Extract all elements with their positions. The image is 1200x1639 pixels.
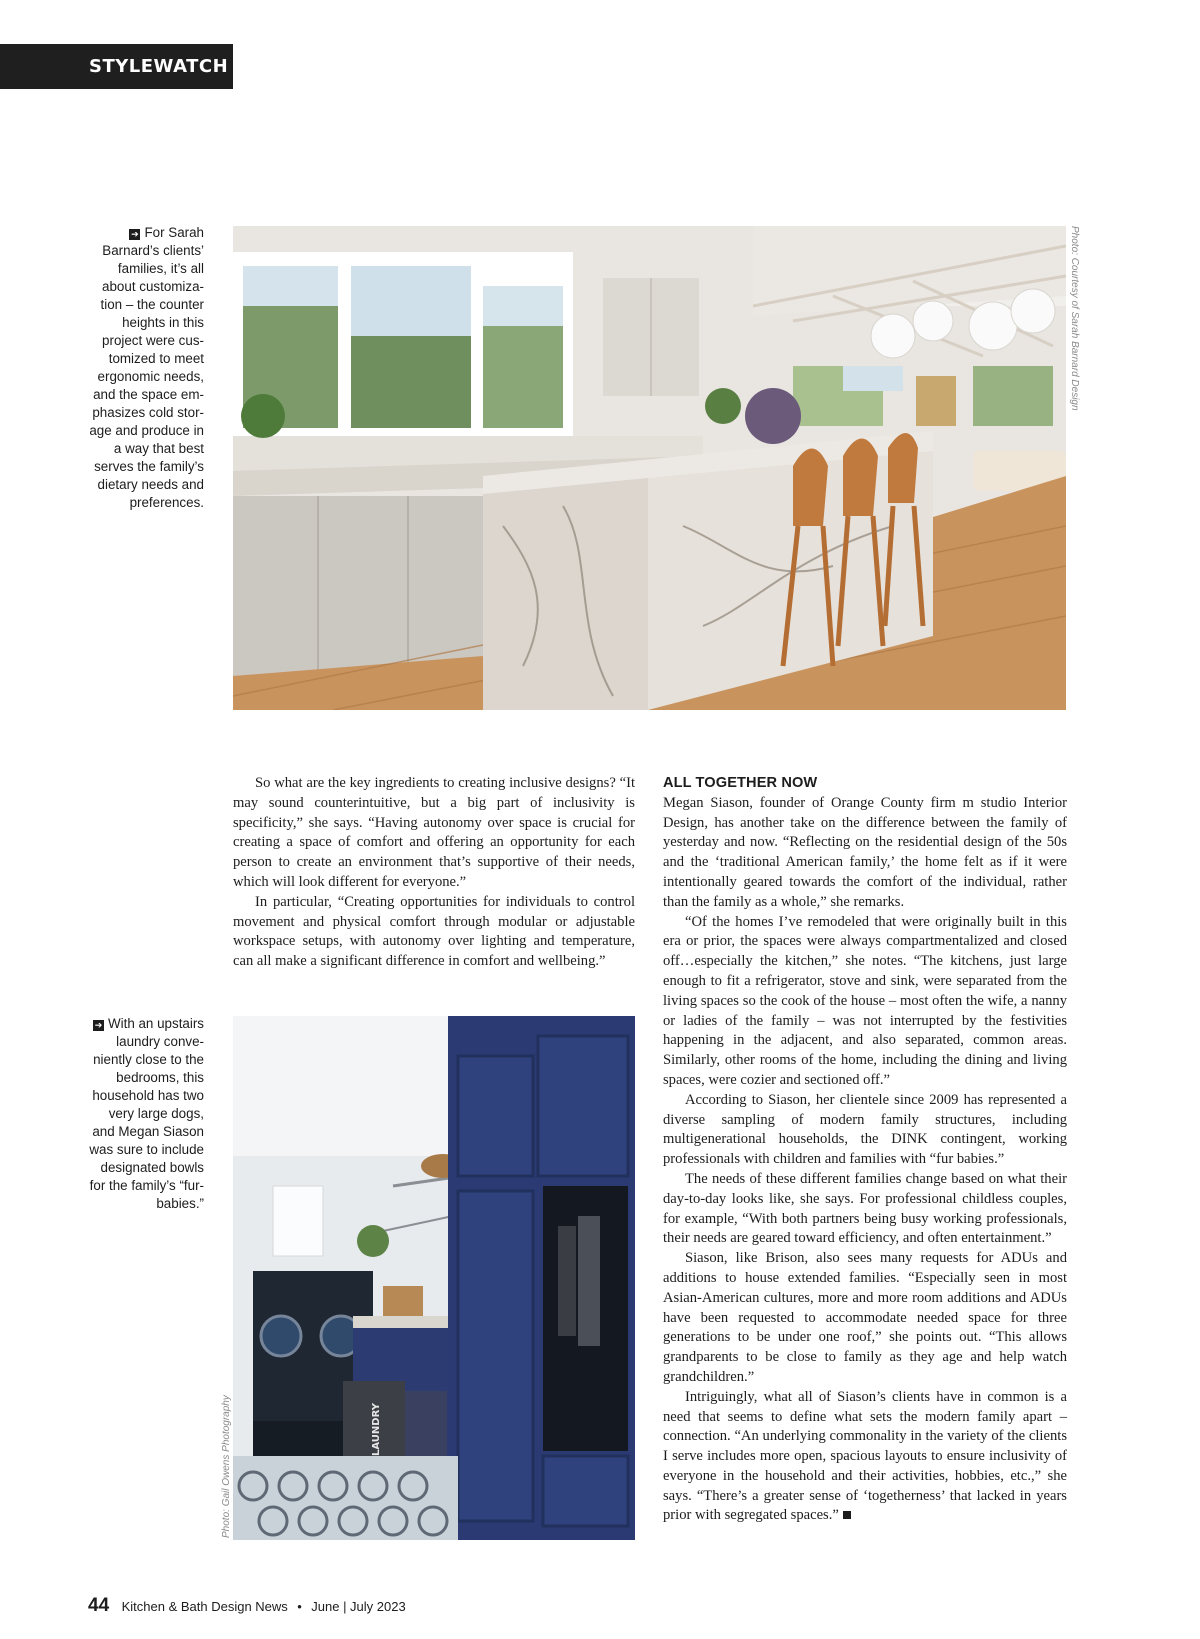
kitchen-photo xyxy=(233,226,1066,710)
body-paragraph: So what are the key ingredients to creating inclusive designs? “It may sound counterintuitive, but a big part of inclusivity is specificity,” she says. “Having autonomy over space is crucial for creating a space of comfort and offering an opportunity for each person to create an environment that’s supportive of their needs, which will look different for everyone.” xyxy=(233,775,635,890)
laundry-photo xyxy=(233,1016,635,1540)
laundry-caption-text: With an upstairs laundry conve-niently close to the bedrooms, this household has two very large dogs, and Megan Siason was sure to include designated bowls for the family’s “fur-babies.” xyxy=(89,1016,204,1211)
body-paragraph: Megan Siason, founder of Orange County firm m studio Interior Design, has another take on the difference between the family of yesterday and now. “Reflecting on the residential design of the 50s and the ‘traditional American family,’ the home felt as if it were intentionally geared towards the comfort of the individual, rather than the family as a whole,” she remarks. xyxy=(663,794,1067,910)
caption-arrow-icon: ➔ xyxy=(131,229,139,239)
page-footer xyxy=(88,1595,406,1617)
section-tab: STYLEWATCH xyxy=(0,44,233,89)
kitchen-photo-credit: Photo: Courtesy of Sarah Barnard Design xyxy=(1069,226,1080,411)
left-text-column xyxy=(233,774,635,972)
right-text-column xyxy=(663,774,1067,1526)
caption-arrow-icon: ➔ xyxy=(94,1020,103,1030)
kitchen-photo-caption xyxy=(84,224,204,512)
end-mark-icon xyxy=(843,1511,851,1519)
body-paragraph: “Of the homes I’ve remodeled that were originally built in this era or prior, the spaces were always compartmentalized and closed off…especially the kitchen,” she notes. “The kitchens, just large enough to fit a refrigerator, stove and sink, were separated from the living spaces so the cook of the house – most often the wife, a nanny or ladies of the family – was not interrupted by the festivities happening in the adjacent, and also separated, common areas. Similarly, other rooms of the home, including the dining and living spaces, were cozier and sectioned off.” xyxy=(663,913,1067,1088)
body-paragraph-last xyxy=(663,1388,1067,1527)
page-number: 44 xyxy=(88,1595,110,1616)
section-heading: ALL TOGETHER NOW xyxy=(663,775,818,791)
body-paragraph: The needs of these different families change based on what their day-to-day looks like, she says. For professional childless couples, for example, “With both partners being busy working professionals, their needs are geared toward efficiency, and often entertainment.” xyxy=(663,1170,1067,1247)
laundry-photo-caption xyxy=(84,1015,204,1213)
laundry-photo-credit: Photo: Gail Owens Photography xyxy=(221,1395,232,1538)
kitchen-caption-text: For Sarah Barnard’s clients’ families, it’s all about customiza-tion – the counter heights in this project were cus-tomized to meet ergonomic needs, and the space em-phasizes cold stor-age and produce in a way that best serves the family’s dietary needs and preferences. xyxy=(89,225,204,510)
issue-date: June | July 2023 xyxy=(311,1599,406,1614)
body-paragraph: Siason, like Brison, also sees many requests for ADUs and additions to house extended families. “Especially seen in most Asian-American cultures, more and more room additions and ADUs have been requested to accommodate needed space for three generations to be under one roof,” she points out. “This allows grandparents to be close to family as they age and help watch grandchildren.” xyxy=(663,1250,1067,1385)
body-paragraph: According to Siason, her clientele since 2009 has represented a diverse sampling of modern family structures, including multigenerational households, the DINK contingent, working professionals with children and families with “fur babies.” xyxy=(663,1091,1067,1168)
footer-separator: • xyxy=(297,1599,302,1614)
last-paragraph-text: Intriguingly, what all of Siason’s clients have in common is a need that seems to define what sets the modern family apart – connection. “An underlying commonality in the variety of the clients I serve includes more open, spacious layouts to ensure inclusivity of everyone in the household and their activities, hobbies, etc.,” she says. “There’s a greater sense of ‘togetherness’ that lacked in years prior with segregated spaces.” xyxy=(663,1388,1067,1524)
body-paragraph: In particular, “Creating opportunities for individuals to control movement and physical comfort through modular or adjustable workspace setups, with autonomy over lighting and temperature, can all make a significant difference in comfort and wellbeing.” xyxy=(233,893,635,970)
laundry-bin-label: LAUNDRY xyxy=(371,1403,382,1456)
publication-name: Kitchen & Bath Design News xyxy=(121,1599,288,1614)
